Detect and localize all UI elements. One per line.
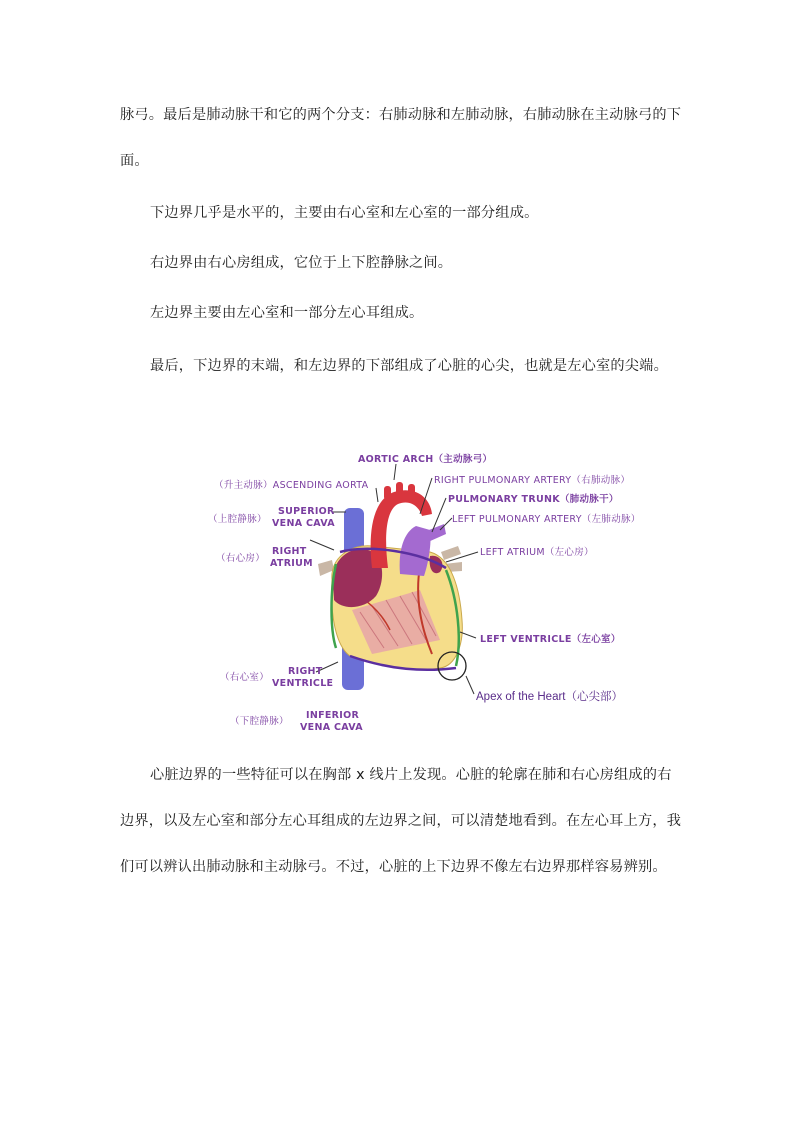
label-right-pulmonary-artery: RIGHT PULMONARY ARTERY（右肺动脉） (434, 475, 631, 486)
label-apex: Apex of the Heart（心尖部） (476, 691, 623, 703)
label-aortic-arch: AORTIC ARCH（主动脉弓） (358, 454, 493, 465)
heart-diagram (0, 440, 793, 740)
label-left-atrium: LEFT ATRIUM（左心房） (480, 547, 594, 558)
label-right-atrium-1: RIGHT (272, 546, 307, 557)
aorta-branch-3 (408, 484, 415, 498)
aorta-branch-1 (384, 486, 391, 500)
paragraph-continuation: 脉弓。最后是肺动脉干和它的两个分支：右肺动脉和左肺动脉，右肺动脉在主动脉弓的下面。 (120, 107, 682, 169)
label-ascending-aorta: （升主动脉）ASCENDING AORTA (214, 480, 369, 491)
label-superior-vena-cava-2: VENA CAVA (272, 518, 335, 529)
label-right-atrium-2: ATRIUM (270, 558, 313, 569)
heart-diagram-figure (0, 440, 793, 740)
label-inferior-vena-cava-1: INFERIOR (306, 710, 360, 721)
label-right-ventricle-2: VENTRICLE (272, 678, 334, 689)
label-right-ventricle-1: RIGHT (288, 666, 323, 677)
label-superior-vena-cava-1: SUPERIOR (278, 506, 335, 517)
paragraph-left-border: 左边界主要由左心室和一部分左心耳组成。 (150, 305, 424, 321)
paragraph-xray-features: 心脏边界的一些特征可以在胸部 x 线片上发现。心脏的轮廓在肺和右心房组成的右边界，以及左心室和部分左心耳组成的左边界之间，可以清楚地看到。在左心耳上方，我们可以辨认出肺动脉和主动脉弓。不过，心脏的上下边界不像左右边界那样容易辨别。 (120, 767, 682, 875)
label-inferior-vena-cava-2: VENA CAVA (300, 722, 363, 733)
aorta-branch-2 (396, 482, 403, 496)
paragraph-right-border: 右边界由右心房组成，它位于上下腔静脉之间。 (150, 255, 453, 271)
label-inferior-vena-cava-cn: （下腔静脉） (230, 716, 289, 727)
label-pulmonary-trunk: PULMONARY TRUNK（肺动脉干） (448, 494, 619, 505)
label-right-atrium-cn: （右心房） (216, 553, 266, 564)
label-left-ventricle: LEFT VENTRICLE（左心室） (480, 634, 621, 645)
label-right-ventricle-cn: （右心室） (220, 672, 270, 683)
paragraph-inferior-border: 下边界几乎是水平的，主要由右心室和左心室的一部分组成。 (150, 205, 539, 221)
label-left-pulmonary-artery: LEFT PULMONARY ARTERY（左肺动脉） (452, 514, 641, 525)
paragraph-apex: 最后，下边界的末端，和左边界的下部组成了心脏的心尖，也就是左心室的尖端。 (150, 358, 668, 374)
label-superior-vena-cava-cn: （上腔静脉） (208, 514, 267, 525)
